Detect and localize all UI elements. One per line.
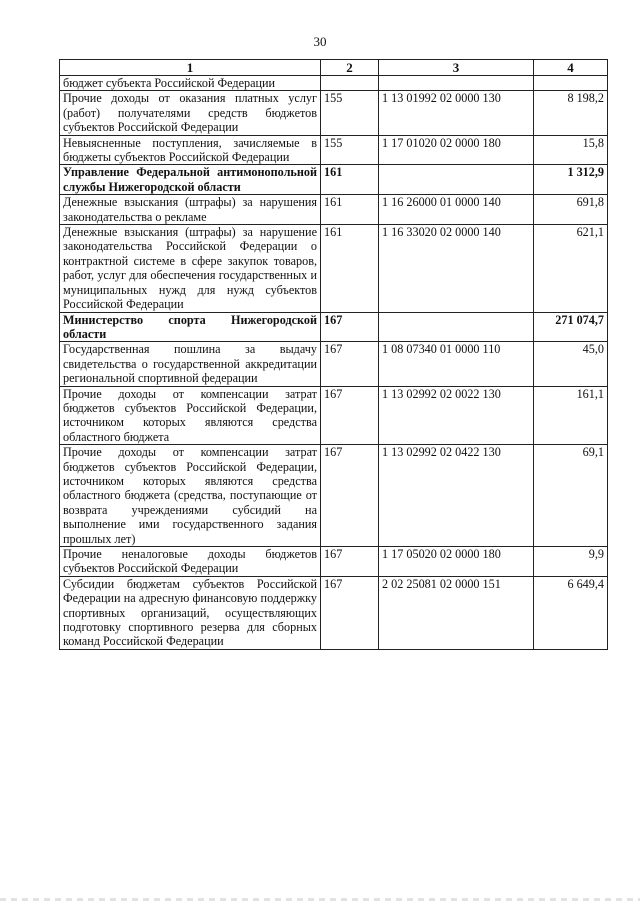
- row-budget-code-cell: [379, 76, 534, 91]
- row-name-cell: Прочие доходы от компенсации затрат бюджетов субъектов Российской Федерации, источником которых являются средства областного бюджета: [60, 386, 321, 445]
- row-admin-code-cell: 155: [321, 91, 379, 135]
- row-amount-cell: 6 649,4: [534, 576, 608, 649]
- row-amount-cell: 45,0: [534, 342, 608, 386]
- row-amount-cell: 161,1: [534, 386, 608, 445]
- table-row: [60, 342, 608, 386]
- column-header: 4: [534, 60, 608, 76]
- row-name-cell: Управление Федеральной антимонопольной службы Нижегородской области: [60, 165, 321, 195]
- table-row: [60, 547, 608, 577]
- row-budget-code-cell: [379, 312, 534, 342]
- column-header: 3: [379, 60, 534, 76]
- column-header: 2: [321, 60, 379, 76]
- row-admin-code-cell: 167: [321, 312, 379, 342]
- table-row: [60, 135, 608, 165]
- table-row: [60, 165, 608, 195]
- scan-artifact: [0, 898, 640, 901]
- table-row: [60, 386, 608, 445]
- table-row: [60, 195, 608, 225]
- row-admin-code-cell: 167: [321, 576, 379, 649]
- row-admin-code-cell: [321, 76, 379, 91]
- row-name-cell: Прочие доходы от компенсации затрат бюджетов субъектов Российской Федерации, источником которых являются средства областного бюджета (средства, поступающие от возврата учреждениями субсидий на выполнение ими государственного задания прошлых лет): [60, 445, 321, 547]
- row-amount-cell: 9,9: [534, 547, 608, 577]
- row-amount-cell: 621,1: [534, 225, 608, 312]
- row-amount-cell: 691,8: [534, 195, 608, 225]
- row-budget-code-cell: [379, 165, 534, 195]
- row-budget-code-cell: 2 02 25081 02 0000 151: [379, 576, 534, 649]
- row-admin-code-cell: 161: [321, 195, 379, 225]
- row-name-cell: Государственная пошлина за выдачу свидетельства о государственной аккредитации региональной спортивной федерации: [60, 342, 321, 386]
- row-amount-cell: 8 198,2: [534, 91, 608, 135]
- row-budget-code-cell: 1 16 26000 01 0000 140: [379, 195, 534, 225]
- row-amount-cell: 15,8: [534, 135, 608, 165]
- row-budget-code-cell: 1 13 01992 02 0000 130: [379, 91, 534, 135]
- row-name-cell: Министерство спорта Нижегородской области: [60, 312, 321, 342]
- row-name-cell: Невыясненные поступления, зачисляемые в бюджеты субъектов Российской Федерации: [60, 135, 321, 165]
- table-body: [60, 76, 608, 650]
- row-name-cell: Субсидии бюджетам субъектов Российской Федерации на адресную финансовую поддержку спортивных организаций, осуществляющих подготовку спортивного резерва для сборных команд Российской Федерации: [60, 576, 321, 649]
- table-header-row: [60, 60, 608, 76]
- table-row: [60, 312, 608, 342]
- row-admin-code-cell: 167: [321, 386, 379, 445]
- table-row: [60, 445, 608, 547]
- row-admin-code-cell: 167: [321, 445, 379, 547]
- column-header: 1: [60, 60, 321, 76]
- row-amount-cell: 69,1: [534, 445, 608, 547]
- row-admin-code-cell: 155: [321, 135, 379, 165]
- row-budget-code-cell: 1 13 02992 02 0022 130: [379, 386, 534, 445]
- page-number: 30: [313, 34, 327, 49]
- row-amount-cell: [534, 76, 608, 91]
- row-budget-code-cell: 1 17 01020 02 0000 180: [379, 135, 534, 165]
- row-amount-cell: 271 074,7: [534, 312, 608, 342]
- row-name-cell: Денежные взыскания (штрафы) за нарушения законодательства о рекламе: [60, 195, 321, 225]
- table-row: [60, 76, 608, 91]
- row-admin-code-cell: 167: [321, 547, 379, 577]
- row-budget-code-cell: 1 08 07340 01 0000 110: [379, 342, 534, 386]
- row-amount-cell: 1 312,9: [534, 165, 608, 195]
- row-name-cell: бюджет субъекта Российской Федерации: [60, 76, 321, 91]
- revenue-table: [59, 59, 608, 650]
- row-budget-code-cell: 1 13 02992 02 0422 130: [379, 445, 534, 547]
- table-row: [60, 91, 608, 135]
- row-admin-code-cell: 161: [321, 165, 379, 195]
- row-admin-code-cell: 167: [321, 342, 379, 386]
- row-budget-code-cell: 1 16 33020 02 0000 140: [379, 225, 534, 312]
- row-admin-code-cell: 161: [321, 225, 379, 312]
- table-row: [60, 225, 608, 312]
- table-row: [60, 576, 608, 649]
- row-budget-code-cell: 1 17 05020 02 0000 180: [379, 547, 534, 577]
- row-name-cell: Денежные взыскания (штрафы) за нарушение законодательства Российской Федерации о контрактной системе в сфере закупок товаров, работ, услуг для обеспечения государственных и муниципальных нужд для нужд субъектов Российской Федерации: [60, 225, 321, 312]
- row-name-cell: Прочие доходы от оказания платных услуг (работ) получателями средств бюджетов субъектов Российской Федерации: [60, 91, 321, 135]
- row-name-cell: Прочие неналоговые доходы бюджетов субъектов Российской Федерации: [60, 547, 321, 577]
